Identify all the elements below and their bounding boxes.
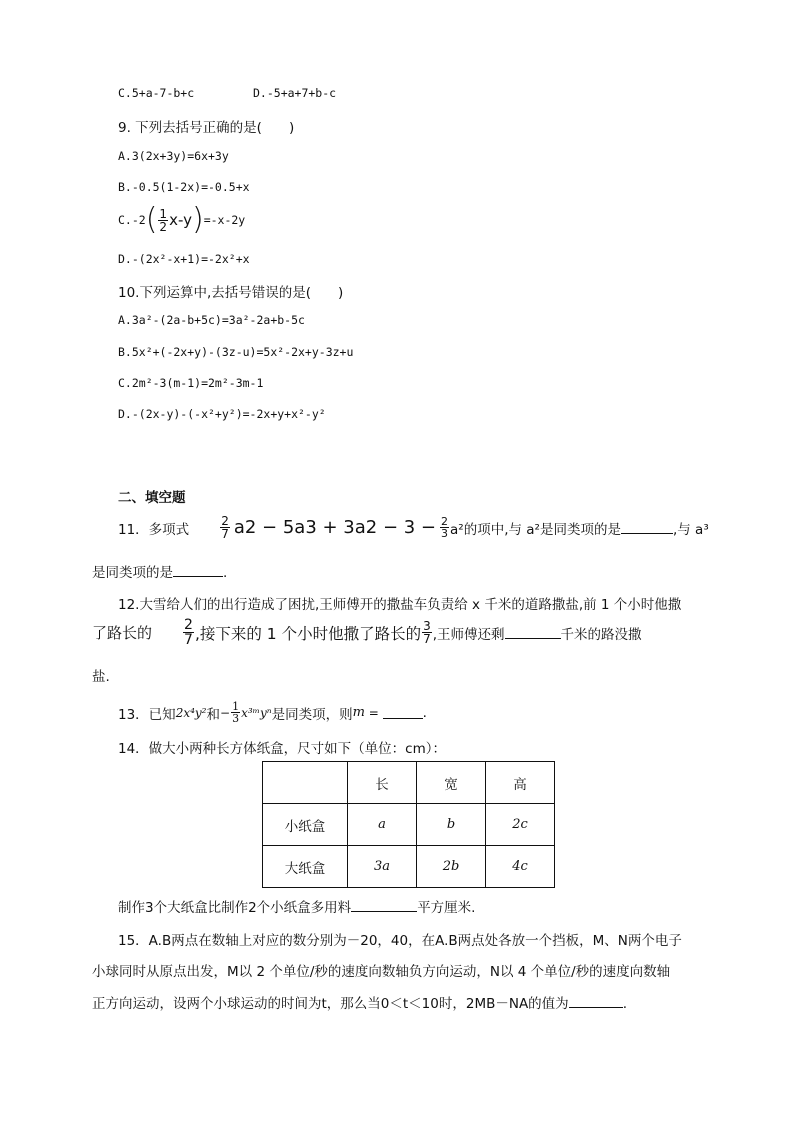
q15-line3 (92, 992, 627, 1012)
q8-option-d: D.-5+a+7+b-c (253, 86, 337, 100)
q11-comma-text: ,与 a³ (672, 521, 709, 538)
table-cell: 2c (486, 804, 555, 846)
answer-blank[interactable] (383, 706, 423, 719)
table-cell: 2b (417, 846, 486, 888)
fraction-denominator: 7 (221, 527, 229, 541)
dimension-table (262, 761, 555, 888)
q12-line1: 12.大雪给人们的出行造成了困扰,王师傅开的撒盐车负责给 x 千米的道路撒盐,前 1 个小时他撒 (118, 597, 682, 613)
q13-neg: − (220, 705, 231, 720)
q9-option-b: B.-0.5(1-2x)=-0.5+x (118, 180, 250, 194)
answer-blank[interactable] (621, 521, 673, 534)
q11-fraction-2 (440, 516, 449, 539)
q10-option-d: D.-(2x-y)-(-x²+y²)=-2x+y+x²-y² (118, 407, 326, 421)
q13-end: . (422, 704, 427, 721)
q9-option-a: A.3(2x+3y)=6x+3y (118, 149, 229, 163)
q14-stem: 14．做大小两种长方体纸盒，尺寸如下（单位：cm）： (118, 741, 447, 757)
answer-blank[interactable] (505, 626, 561, 639)
q8-option-c: C.5+a-7-b+c (118, 86, 195, 100)
fraction-numerator: 2 (441, 515, 449, 528)
table-cell: 4c (486, 846, 555, 888)
table-cell: a (348, 804, 417, 846)
table-header-cell: 高 (486, 762, 555, 804)
table-header-cell: 长 (348, 762, 417, 804)
fraction-numerator: 2 (184, 617, 193, 633)
q15-line3a: 正方向运动，设两个小球运动的时间为t，那么当0＜t＜10时，2MB－NA的值为 (92, 996, 569, 1012)
q13-var: m (352, 705, 365, 720)
q12-fraction-2 (422, 620, 432, 645)
q11-line2 (92, 561, 227, 581)
answer-blank[interactable] (569, 995, 623, 1008)
q9-option-d: D.-(2x²-x+1)=-2x²+x (118, 252, 250, 266)
q10-option-a: A.3a²-(2a-b+5c)=3a²-2a+b-5c (118, 313, 305, 327)
q14-after (118, 896, 475, 916)
q11-expression: a2 − 5a3 + 3a2 − 3 − (233, 517, 437, 538)
q13-term2: x³ᵐyⁿ (241, 705, 272, 720)
table-header-cell: 宽 (417, 762, 486, 804)
left-paren: ( (145, 202, 158, 237)
fraction-numerator: 3 (423, 619, 431, 633)
q9-c-fraction (158, 208, 168, 233)
q13-fraction (231, 701, 240, 724)
q13-and: 和 (206, 706, 220, 723)
q11-line1 (118, 515, 709, 540)
fraction-denominator: 7 (423, 632, 431, 646)
q9-c-suffix: =-x-2y (203, 213, 246, 227)
answer-blank[interactable] (351, 899, 417, 912)
q12-line2c: ,王师傅还剩 (432, 626, 505, 643)
fraction-numerator: 1 (232, 700, 240, 713)
section-heading: 二、填空题 (118, 490, 186, 506)
q15-line2: 小球同时从原点出发，M以 2 个单位/秒的速度向数轴负方向运动，N以 4 个单位/秒的速度向数轴 (92, 964, 671, 980)
fraction-denominator: 7 (184, 632, 193, 648)
fraction-numerator: 1 (159, 206, 168, 221)
fraction-denominator: 3 (441, 527, 449, 540)
q12-line3: 盐. (92, 669, 110, 685)
q9-c-inner: x-y (169, 211, 192, 229)
table-header-row (263, 762, 555, 804)
q11-fraction-1 (220, 515, 230, 540)
q10-option-b: B.5x²+(-2x+y)-(3z-u)=5x²-2x+y-3z+u (118, 345, 354, 359)
table-row (263, 804, 555, 846)
answer-blank[interactable] (173, 564, 223, 577)
q11-prefix: 11．多项式 (118, 521, 190, 538)
q9-option-c (118, 202, 246, 237)
fraction-denominator: 2 (159, 219, 168, 234)
q11-line2-text: 是同类项的是 (92, 565, 173, 581)
q12-line2b: ,接下来的 1 个小时他撒了路长的 (194, 624, 422, 643)
q12-line2a: 了路长的 (92, 624, 153, 642)
fraction-denominator: 3 (232, 712, 240, 725)
table-cell: 大纸盒 (263, 846, 348, 888)
table-cell: b (417, 804, 486, 846)
table-row (263, 846, 555, 888)
table-cell: 小纸盒 (263, 804, 348, 846)
q9-c-prefix: C.-2 (118, 213, 146, 227)
q11-end: . (223, 565, 228, 581)
q12-line2d: 千米的路没撒 (560, 626, 642, 643)
table-cell: 3a (348, 846, 417, 888)
q9-stem: 9. 下列去括号正确的是( ) (118, 120, 295, 136)
fraction-numerator: 2 (221, 514, 229, 528)
q13-mid: 是同类项，则 (271, 706, 353, 723)
q13-eq: = (364, 705, 383, 720)
q13-line (118, 701, 427, 724)
q12-line2 (92, 618, 642, 647)
q14-after-b: 平方厘米. (417, 900, 476, 916)
q10-stem: 10.下列运算中,去括号错误的是( ) (118, 285, 344, 301)
q10-option-c: C.2m²-3(m-1)=2m²-3m-1 (118, 376, 264, 390)
q13-prefix: 13．已知 (118, 706, 176, 723)
q14-after-a: 制作3个大纸盒比制作2个小纸盒多用料 (118, 900, 352, 916)
q12-fraction-1 (183, 618, 194, 647)
q15-line1: 15．A.B两点在数轴上对应的数分别为－20，40，在A.B两点处各放一个挡板，M、N两个电子 (118, 933, 682, 949)
table-header-cell (263, 762, 348, 804)
right-paren: ) (191, 202, 204, 237)
q11-after: a²的项中,与 a²是同类项的是 (450, 521, 621, 538)
q15-line3b: . (622, 996, 627, 1012)
q13-term1: 2x⁴y² (175, 705, 207, 720)
